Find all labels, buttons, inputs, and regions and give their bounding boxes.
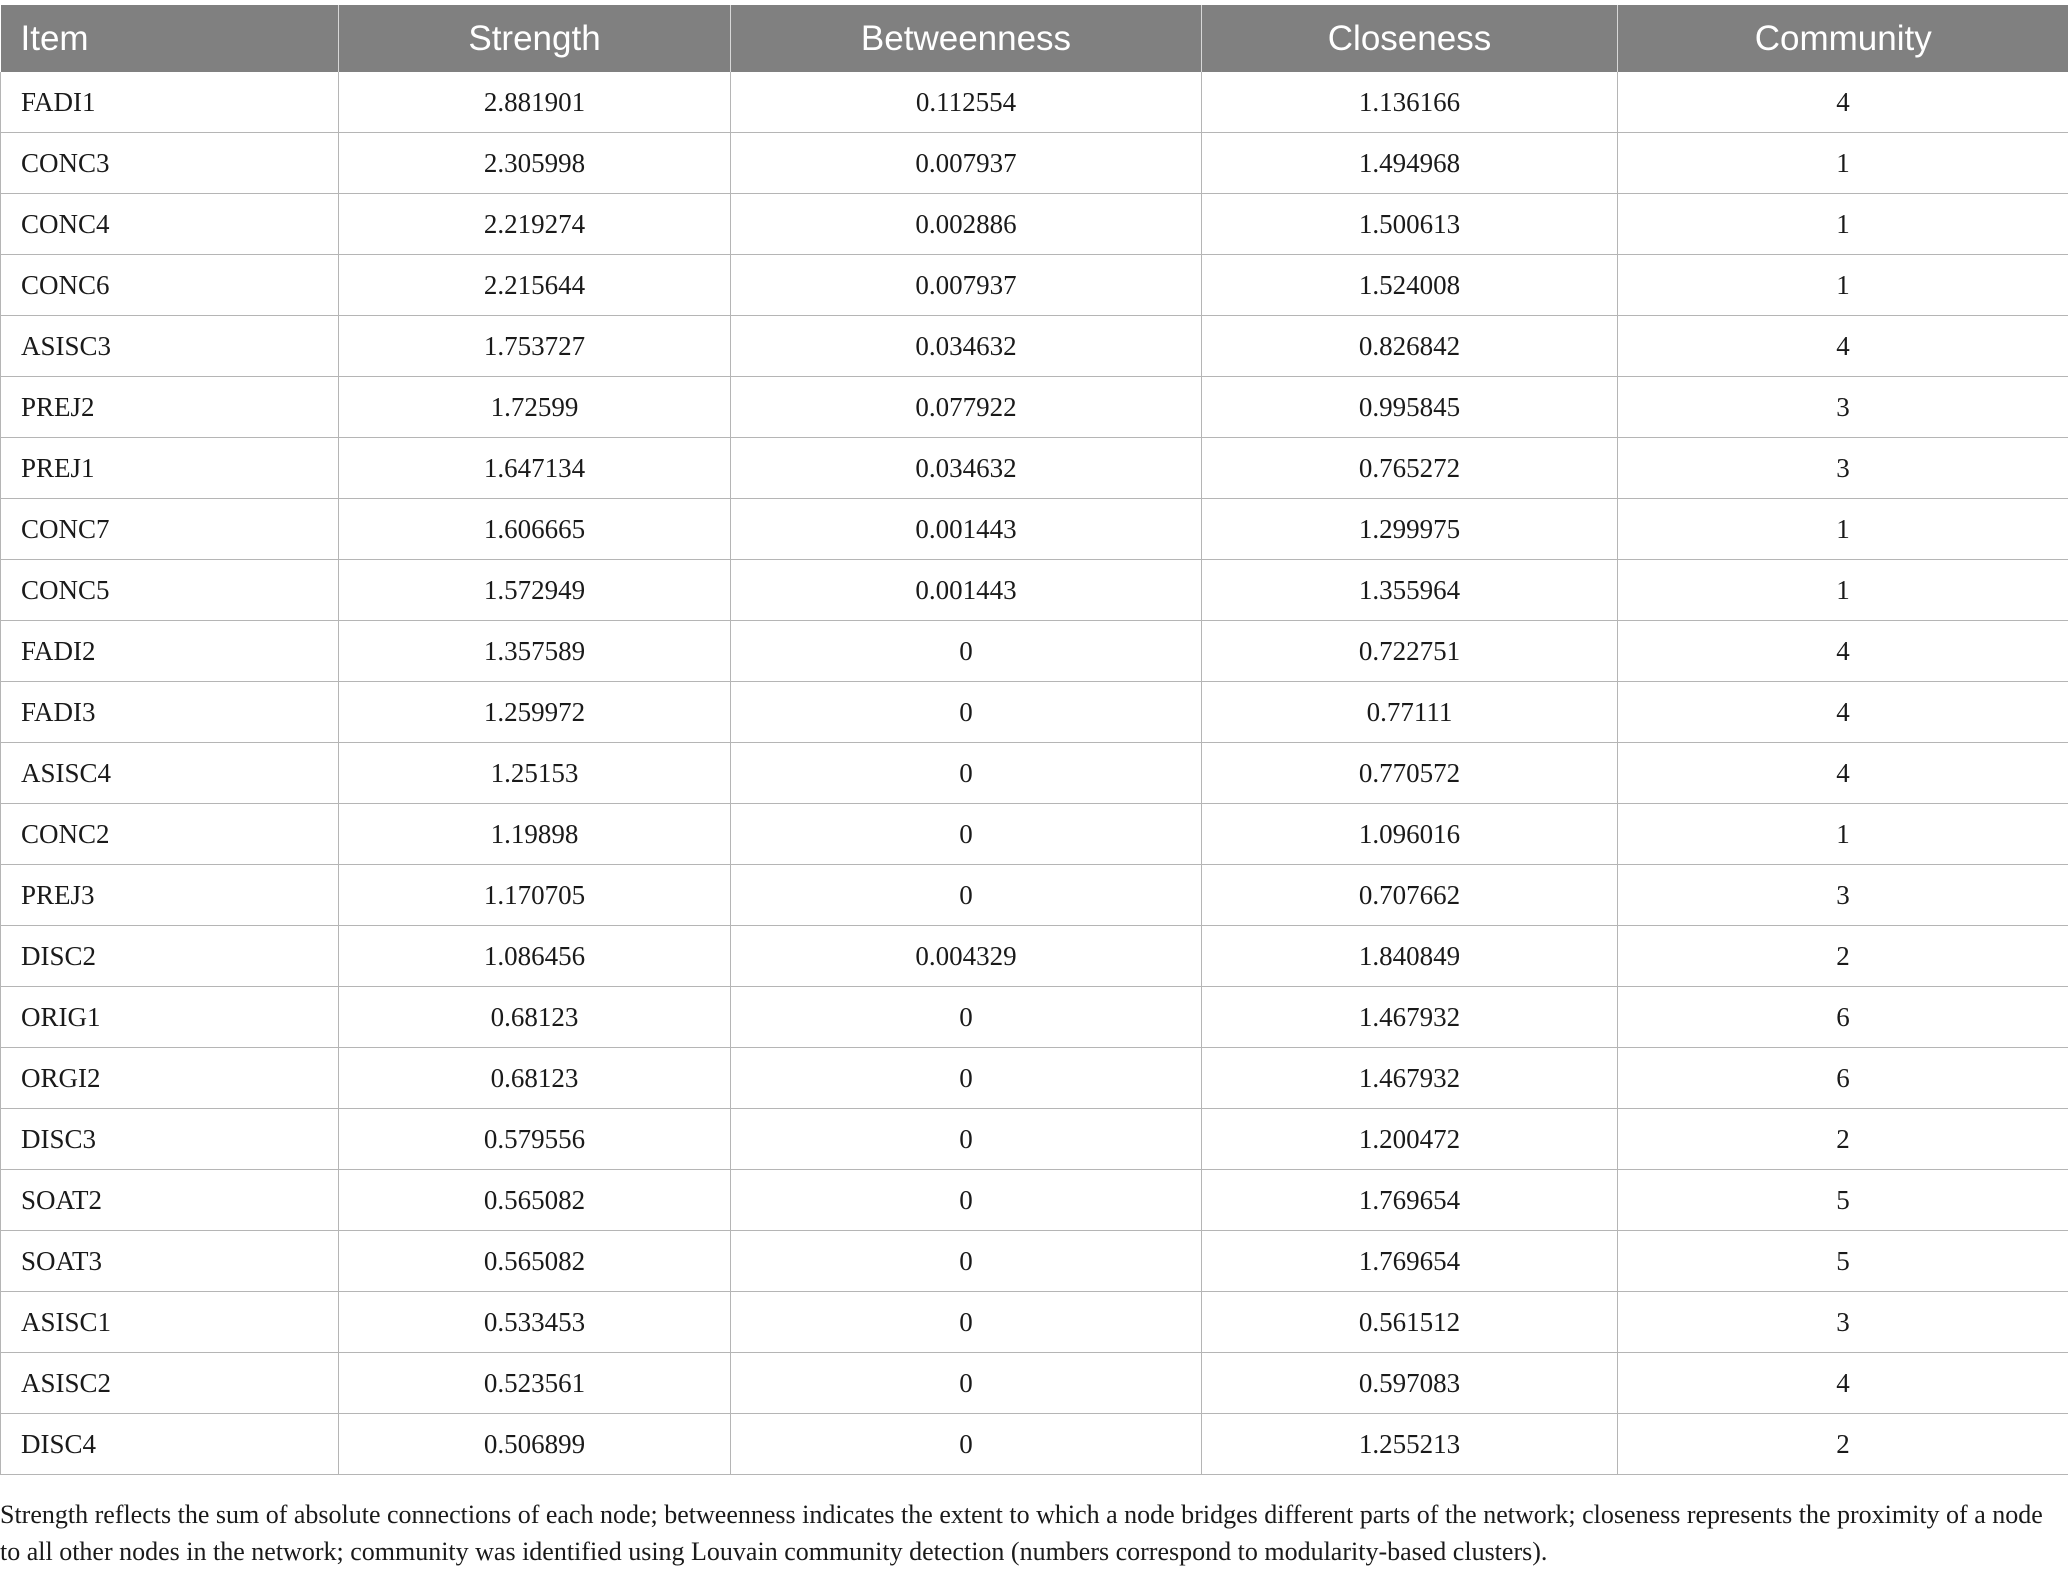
community-cell: 3 xyxy=(1618,1292,2068,1353)
community-cell: 3 xyxy=(1618,865,2068,926)
table-row xyxy=(1,682,2068,743)
betweenness-cell: 0 xyxy=(731,743,1202,804)
strength-cell: 1.25153 xyxy=(339,743,731,804)
community-cell: 3 xyxy=(1618,377,2068,438)
community-cell: 6 xyxy=(1618,987,2068,1048)
item-cell: ORIG1 xyxy=(1,987,339,1048)
betweenness-cell: 0 xyxy=(731,621,1202,682)
table-row xyxy=(1,865,2068,926)
closeness-cell: 0.707662 xyxy=(1202,865,1618,926)
closeness-cell: 1.096016 xyxy=(1202,804,1618,865)
closeness-cell: 0.995845 xyxy=(1202,377,1618,438)
table-row xyxy=(1,255,2068,316)
closeness-cell: 0.561512 xyxy=(1202,1292,1618,1353)
closeness-cell: 1.467932 xyxy=(1202,987,1618,1048)
betweenness-cell: 0 xyxy=(731,1170,1202,1231)
table-row xyxy=(1,1414,2068,1475)
closeness-cell: 1.494968 xyxy=(1202,133,1618,194)
item-cell: FADI3 xyxy=(1,682,339,743)
table-row xyxy=(1,438,2068,499)
strength-cell: 1.753727 xyxy=(339,316,731,377)
table-row xyxy=(1,377,2068,438)
betweenness-cell: 0.001443 xyxy=(731,499,1202,560)
community-cell: 4 xyxy=(1618,621,2068,682)
betweenness-cell: 0.007937 xyxy=(731,255,1202,316)
betweenness-cell: 0 xyxy=(731,865,1202,926)
community-cell: 3 xyxy=(1618,438,2068,499)
closeness-cell: 1.769654 xyxy=(1202,1170,1618,1231)
strength-cell: 0.533453 xyxy=(339,1292,731,1353)
strength-cell: 1.72599 xyxy=(339,377,731,438)
strength-cell: 0.68123 xyxy=(339,987,731,1048)
betweenness-cell: 0.112554 xyxy=(731,72,1202,133)
table-row xyxy=(1,560,2068,621)
strength-cell: 1.647134 xyxy=(339,438,731,499)
strength-cell: 0.68123 xyxy=(339,1048,731,1109)
closeness-cell: 1.255213 xyxy=(1202,1414,1618,1475)
community-cell: 4 xyxy=(1618,743,2068,804)
table-row xyxy=(1,72,2068,133)
betweenness-cell: 0 xyxy=(731,987,1202,1048)
closeness-cell: 0.722751 xyxy=(1202,621,1618,682)
community-cell: 5 xyxy=(1618,1170,2068,1231)
item-cell: ORGI2 xyxy=(1,1048,339,1109)
community-cell: 4 xyxy=(1618,682,2068,743)
item-cell: PREJ3 xyxy=(1,865,339,926)
community-cell: 2 xyxy=(1618,1109,2068,1170)
community-cell: 1 xyxy=(1618,499,2068,560)
closeness-cell: 1.467932 xyxy=(1202,1048,1618,1109)
table-row xyxy=(1,1170,2068,1231)
betweenness-cell: 0 xyxy=(731,1109,1202,1170)
item-cell: PREJ1 xyxy=(1,438,339,499)
closeness-cell: 0.765272 xyxy=(1202,438,1618,499)
community-cell: 4 xyxy=(1618,72,2068,133)
table-row xyxy=(1,743,2068,804)
strength-cell: 0.565082 xyxy=(339,1170,731,1231)
betweenness-cell: 0.034632 xyxy=(731,438,1202,499)
table-row xyxy=(1,1109,2068,1170)
community-cell: 1 xyxy=(1618,804,2068,865)
item-cell: SOAT2 xyxy=(1,1170,339,1231)
table-row xyxy=(1,1292,2068,1353)
table-header xyxy=(1,5,2068,72)
community-cell: 1 xyxy=(1618,133,2068,194)
item-cell: DISC3 xyxy=(1,1109,339,1170)
community-cell: 4 xyxy=(1618,1353,2068,1414)
strength-cell: 1.606665 xyxy=(339,499,731,560)
community-cell: 1 xyxy=(1618,560,2068,621)
closeness-cell: 0.597083 xyxy=(1202,1353,1618,1414)
item-cell: FADI1 xyxy=(1,72,339,133)
closeness-cell: 1.200472 xyxy=(1202,1109,1618,1170)
item-cell: CONC7 xyxy=(1,499,339,560)
strength-cell: 2.219274 xyxy=(339,194,731,255)
table-body xyxy=(1,72,2068,1475)
closeness-cell: 1.840849 xyxy=(1202,926,1618,987)
betweenness-cell: 0.002886 xyxy=(731,194,1202,255)
item-cell: FADI2 xyxy=(1,621,339,682)
strength-cell: 1.086456 xyxy=(339,926,731,987)
table-row xyxy=(1,316,2068,377)
strength-cell: 1.572949 xyxy=(339,560,731,621)
closeness-cell: 1.500613 xyxy=(1202,194,1618,255)
betweenness-cell: 0.001443 xyxy=(731,560,1202,621)
community-cell: 5 xyxy=(1618,1231,2068,1292)
item-cell: CONC6 xyxy=(1,255,339,316)
betweenness-cell: 0 xyxy=(731,1292,1202,1353)
column-header-community: Community xyxy=(1618,5,2068,72)
closeness-cell: 0.770572 xyxy=(1202,743,1618,804)
centrality-table-container xyxy=(0,5,2068,1475)
table-row xyxy=(1,987,2068,1048)
strength-cell: 2.215644 xyxy=(339,255,731,316)
item-cell: SOAT3 xyxy=(1,1231,339,1292)
column-header-item: Item xyxy=(1,5,339,72)
community-cell: 1 xyxy=(1618,194,2068,255)
betweenness-cell: 0.077922 xyxy=(731,377,1202,438)
column-header-betweenness: Betweenness xyxy=(731,5,1202,72)
header-row xyxy=(1,5,2068,72)
community-cell: 6 xyxy=(1618,1048,2068,1109)
community-cell: 1 xyxy=(1618,255,2068,316)
item-cell: ASISC4 xyxy=(1,743,339,804)
community-cell: 2 xyxy=(1618,1414,2068,1475)
column-header-strength: Strength xyxy=(339,5,731,72)
table-row xyxy=(1,1048,2068,1109)
strength-cell: 1.19898 xyxy=(339,804,731,865)
strength-cell: 2.881901 xyxy=(339,72,731,133)
closeness-cell: 1.299975 xyxy=(1202,499,1618,560)
item-cell: CONC3 xyxy=(1,133,339,194)
closeness-cell: 1.355964 xyxy=(1202,560,1618,621)
betweenness-cell: 0 xyxy=(731,1353,1202,1414)
item-cell: CONC2 xyxy=(1,804,339,865)
item-cell: PREJ2 xyxy=(1,377,339,438)
table-row xyxy=(1,804,2068,865)
item-cell: ASISC2 xyxy=(1,1353,339,1414)
betweenness-cell: 0 xyxy=(731,1414,1202,1475)
betweenness-cell: 0 xyxy=(731,682,1202,743)
item-cell: DISC4 xyxy=(1,1414,339,1475)
table-row xyxy=(1,621,2068,682)
strength-cell: 0.506899 xyxy=(339,1414,731,1475)
closeness-cell: 0.77111 xyxy=(1202,682,1618,743)
table-row xyxy=(1,1231,2068,1292)
item-cell: ASISC3 xyxy=(1,316,339,377)
betweenness-cell: 0.004329 xyxy=(731,926,1202,987)
betweenness-cell: 0 xyxy=(731,1231,1202,1292)
betweenness-cell: 0 xyxy=(731,1048,1202,1109)
strength-cell: 0.579556 xyxy=(339,1109,731,1170)
closeness-cell: 1.136166 xyxy=(1202,72,1618,133)
table-row xyxy=(1,194,2068,255)
community-cell: 4 xyxy=(1618,316,2068,377)
column-header-closeness: Closeness xyxy=(1202,5,1618,72)
betweenness-cell: 0.034632 xyxy=(731,316,1202,377)
strength-cell: 1.170705 xyxy=(339,865,731,926)
item-cell: DISC2 xyxy=(1,926,339,987)
betweenness-cell: 0 xyxy=(731,804,1202,865)
strength-cell: 2.305998 xyxy=(339,133,731,194)
table-footnote: Strength reflects the sum of absolute connections of each node; betweenness indicates the extent to which a node bridges different parts of the network; closeness represents the proximity of a node to all other nodes in the network; community was identified using Louvain community detection (numbers correspond to modularity-based clusters). xyxy=(0,1500,2043,1566)
community-cell: 2 xyxy=(1618,926,2068,987)
item-cell: CONC4 xyxy=(1,194,339,255)
table-row xyxy=(1,499,2068,560)
closeness-cell: 1.524008 xyxy=(1202,255,1618,316)
strength-cell: 1.357589 xyxy=(339,621,731,682)
strength-cell: 1.259972 xyxy=(339,682,731,743)
centrality-table xyxy=(0,5,2068,1475)
table-row xyxy=(1,133,2068,194)
item-cell: CONC5 xyxy=(1,560,339,621)
item-cell: ASISC1 xyxy=(1,1292,339,1353)
betweenness-cell: 0.007937 xyxy=(731,133,1202,194)
strength-cell: 0.523561 xyxy=(339,1353,731,1414)
strength-cell: 0.565082 xyxy=(339,1231,731,1292)
closeness-cell: 0.826842 xyxy=(1202,316,1618,377)
table-row xyxy=(1,926,2068,987)
table-row xyxy=(1,1353,2068,1414)
closeness-cell: 1.769654 xyxy=(1202,1231,1618,1292)
